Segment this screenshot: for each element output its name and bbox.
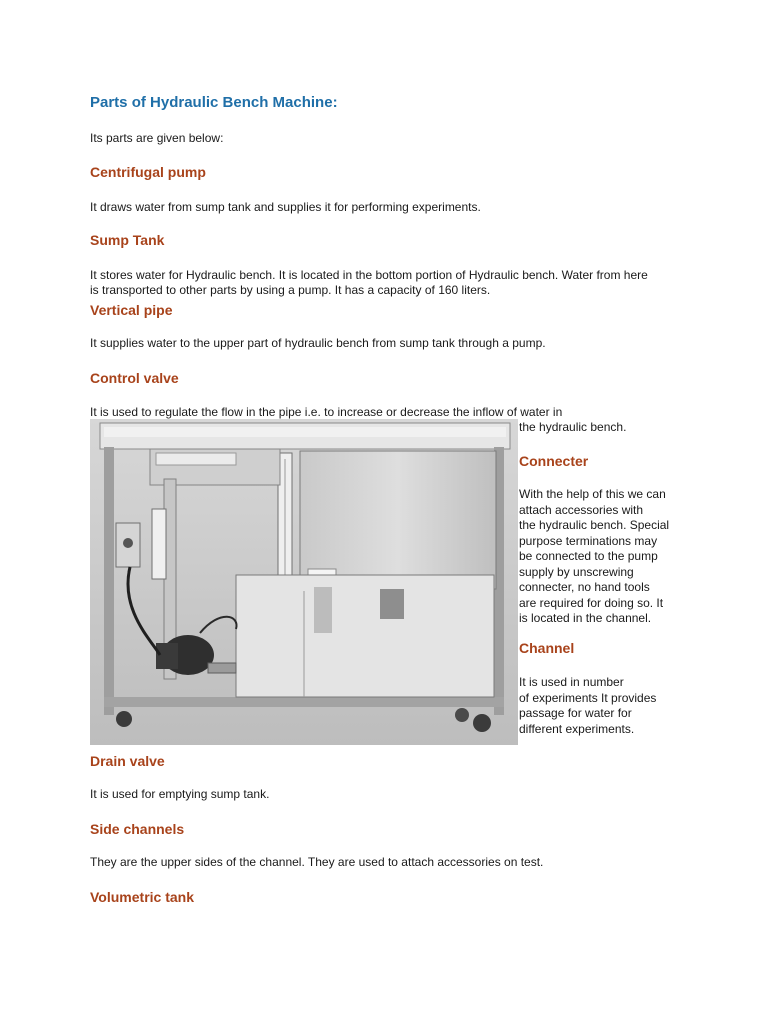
text-control-valve-line-1: It is used to regulate the flow in the pipe i.e. to increase or decrease the inflow of water in: [90, 405, 563, 419]
text-connecter: [519, 487, 699, 627]
text-connecter-line: the hydraulic bench. Special: [519, 518, 670, 532]
heading-sump-tank: Sump Tank: [90, 232, 165, 248]
text-connecter-line: purpose terminations may: [519, 533, 658, 548]
text-connecter-line: supply by unscrewing: [519, 564, 634, 579]
intro-text: Its parts are given below:: [90, 131, 224, 145]
text-connecter-line: are required for doing so. It: [519, 595, 664, 610]
text-side-channels: They are the upper sides of the channel. They are used to attach accessories on test.: [90, 855, 544, 869]
text-vertical-pipe: It supplies water to the upper part of hydraulic bench from sump tank through a pump.: [90, 336, 546, 350]
text-drain-valve: It is used for emptying sump tank.: [90, 787, 270, 801]
heading-vertical-pipe: Vertical pipe: [90, 302, 173, 318]
text-centrifugal-pump: It draws water from sump tank and supplies it for performing experiments.: [90, 200, 481, 214]
text-connecter-line: connecter, no hand tools: [519, 580, 650, 594]
heading-centrifugal-pump: Centrifugal pump: [90, 164, 206, 180]
text-connecter-line: With the help of this we can: [519, 487, 666, 501]
heading-drain-valve: Drain valve: [90, 753, 165, 769]
text-connecter-line: attach accessories with: [519, 502, 644, 517]
heading-volumetric-tank: Volumetric tank: [90, 889, 194, 905]
text-channel-line: It is used in number: [519, 675, 624, 689]
page-title: Parts of Hydraulic Bench Machine:: [90, 94, 338, 111]
text-channel-line: different experiments.: [519, 721, 635, 736]
heading-channel: Channel: [519, 640, 575, 656]
heading-connecter: Connecter: [519, 453, 589, 469]
text-channel-line: passage for water for: [519, 706, 632, 720]
text-control-valve-line-2: the hydraulic bench.: [519, 420, 627, 434]
text-channel: [519, 675, 699, 737]
text-connecter-line: be connected to the pump: [519, 549, 658, 563]
heading-control-valve: Control valve: [90, 370, 179, 386]
text-connecter-line: is located in the channel.: [519, 611, 652, 625]
hydraulic-bench-photo: [90, 419, 518, 745]
heading-side-channels: Side channels: [90, 821, 185, 837]
text-sump-tank-line-1: It stores water for Hydraulic bench. It is located in the bottom portion of Hydraulic bench. Water from here: [90, 268, 648, 282]
text-sump-tank-line-2: is transported to other parts by using a pump. It has a capacity of 160 liters.: [90, 283, 491, 297]
text-channel-line: of experiments It provides: [519, 690, 657, 705]
